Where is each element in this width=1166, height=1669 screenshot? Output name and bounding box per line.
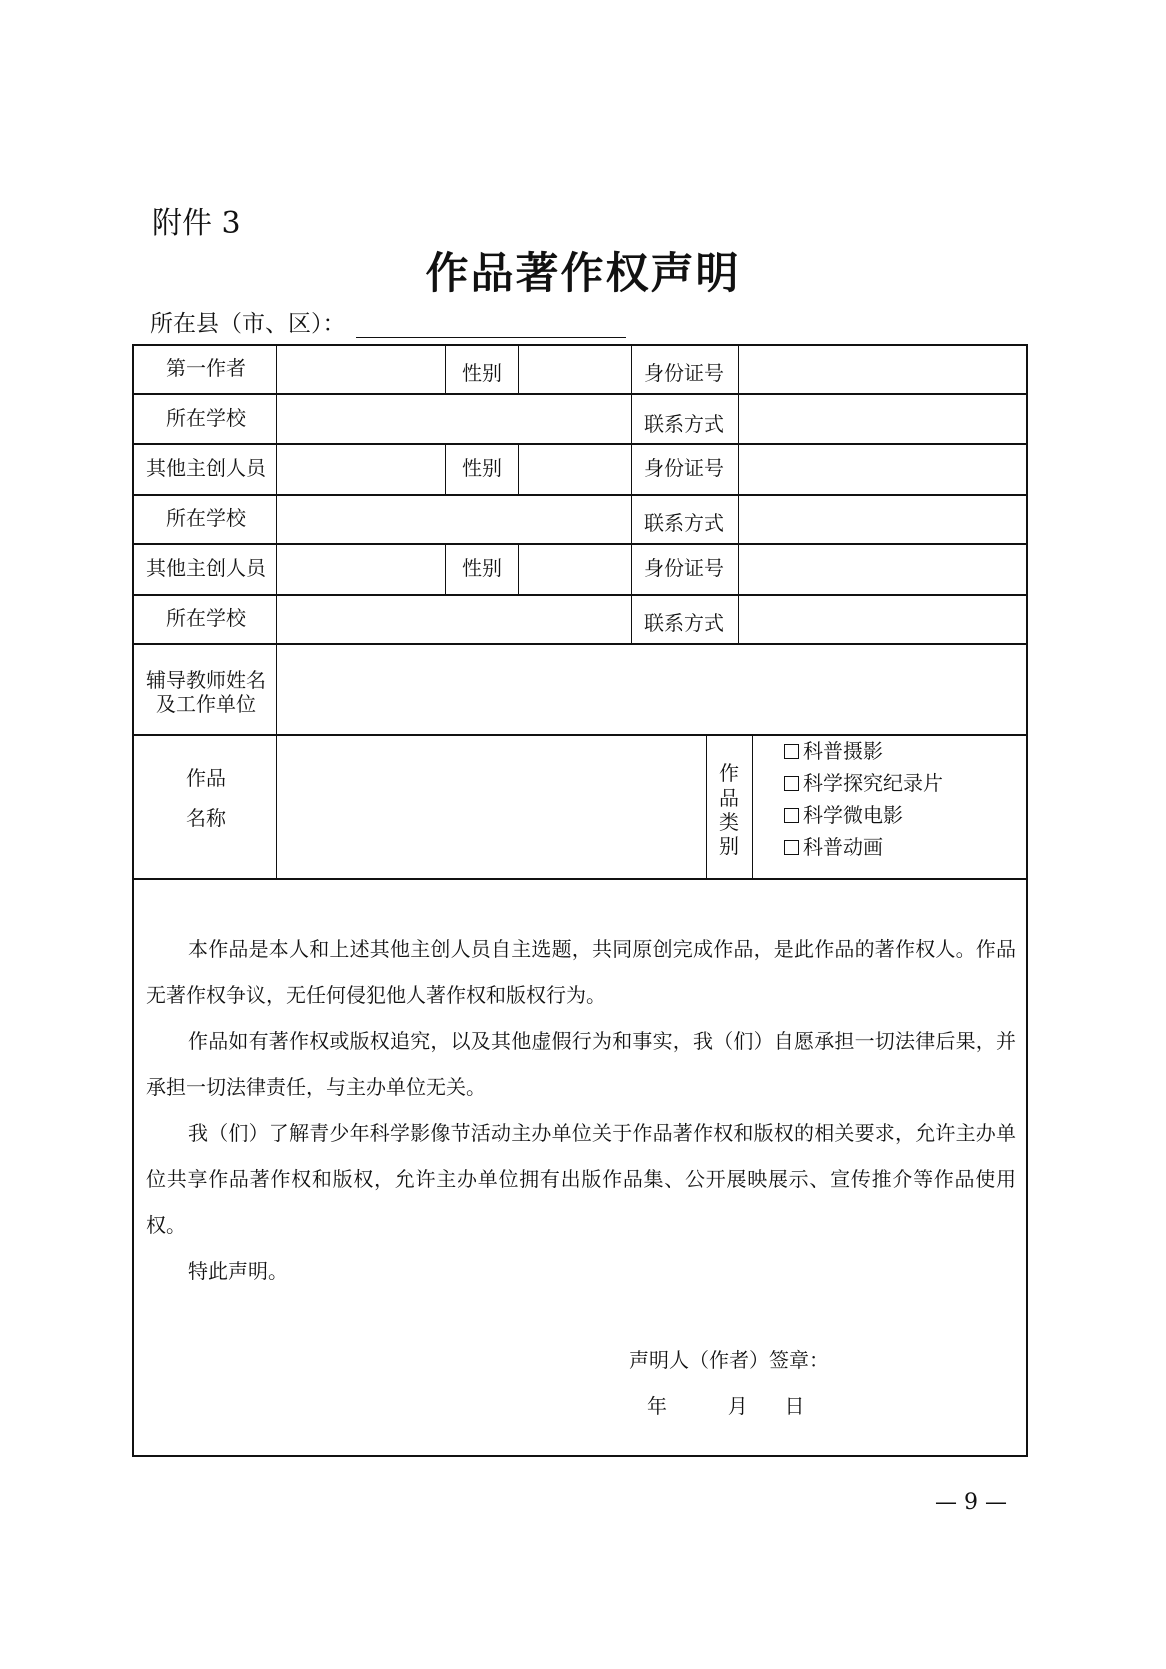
declaration-text (146, 926, 1016, 1294)
attachment-label: 附件 3 (152, 206, 241, 241)
school-label: 所在学校 (166, 406, 246, 430)
work-name-label-line2: 名称 (186, 806, 226, 830)
year-label: 年 (647, 1394, 667, 1418)
date-line (647, 1390, 804, 1419)
other-creator-label: 其他主创人员 (146, 456, 266, 480)
teacher-label-line2: 及工作单位 (156, 692, 256, 716)
category-option[interactable] (784, 735, 943, 767)
checkbox-icon[interactable] (784, 744, 799, 759)
category-option-label: 科学微电影 (803, 803, 903, 827)
column-divider (631, 346, 632, 643)
declaration-paragraph: 作品如有著作权或版权追究，以及其他虚假行为和事实，我（们）自愿承担一切法律后果，并承担一切法律责任，与主办单位无关。 (146, 1029, 1016, 1099)
contact-label: 联系方式 (644, 412, 724, 436)
checkbox-icon[interactable] (784, 840, 799, 855)
row-divider (134, 443, 1026, 445)
row-divider (134, 643, 1026, 645)
document-title: 作品著作权声明 (425, 249, 741, 299)
category-option[interactable] (784, 831, 943, 863)
county-blank-line[interactable] (356, 311, 626, 338)
row-divider (134, 393, 1026, 395)
row-divider (134, 878, 1026, 880)
declaration-form (132, 344, 1028, 1457)
gender-label: 性别 (462, 456, 502, 480)
county-field (150, 305, 626, 338)
contact-label: 联系方式 (644, 611, 724, 635)
day-label: 日 (784, 1394, 805, 1418)
gender-label: 性别 (462, 361, 502, 385)
declaration-paragraph: 我（们）了解青少年科学影像节活动主办单位关于作品著作权和版权的相关要求，允许主办单位共享作品著作权和版权，允许主办单位拥有出版作品集、公开展映展示、宣传推介等作品使用权。 (146, 1121, 1016, 1237)
month-label: 月 (727, 1394, 748, 1418)
category-char: 作 (719, 761, 739, 786)
category-option-label: 科普动画 (803, 835, 883, 859)
declaration-paragraph: 本作品是本人和上述其他主创人员自主选题，共同原创完成作品，是此作品的著作权人。作品无著作权争议，无任何侵犯他人著作权和版权行为。 (146, 937, 1016, 1007)
category-option[interactable] (784, 799, 943, 831)
other-creator-label: 其他主创人员 (146, 556, 266, 580)
declaration-paragraph: 特此声明。 (188, 1259, 288, 1283)
category-char: 类 (719, 810, 739, 834)
row-divider (134, 594, 1026, 596)
column-divider (738, 346, 739, 643)
category-char: 别 (719, 834, 739, 859)
teacher-label (134, 668, 278, 716)
teacher-label-line1: 辅导教师姓名 (146, 668, 266, 692)
row-divider (134, 543, 1026, 545)
category-option-label: 科普摄影 (803, 739, 883, 763)
contact-label: 联系方式 (644, 511, 724, 535)
school-label: 所在学校 (166, 506, 246, 530)
row-divider (134, 494, 1026, 496)
checkbox-icon[interactable] (784, 808, 799, 823)
checkbox-icon[interactable] (784, 776, 799, 791)
category-option-label: 科学探究纪录片 (803, 771, 943, 795)
page-number: — 9 — (935, 1490, 1007, 1515)
school-label: 所在学校 (166, 606, 246, 630)
signature-label: 声明人（作者）签章： (629, 1348, 829, 1372)
category-option[interactable] (784, 767, 943, 799)
id-number-label: 身份证号 (644, 556, 724, 580)
id-number-label: 身份证号 (644, 361, 724, 385)
first-author-label: 第一作者 (166, 356, 246, 380)
work-category-label (706, 736, 752, 884)
county-label: 所在县（市、区）： (150, 311, 346, 337)
category-options (784, 735, 943, 863)
category-char: 品 (719, 785, 739, 810)
column-divider (752, 734, 753, 878)
work-name-label-line1: 作品 (186, 766, 226, 790)
gender-label: 性别 (462, 556, 502, 580)
id-number-label: 身份证号 (644, 456, 724, 480)
